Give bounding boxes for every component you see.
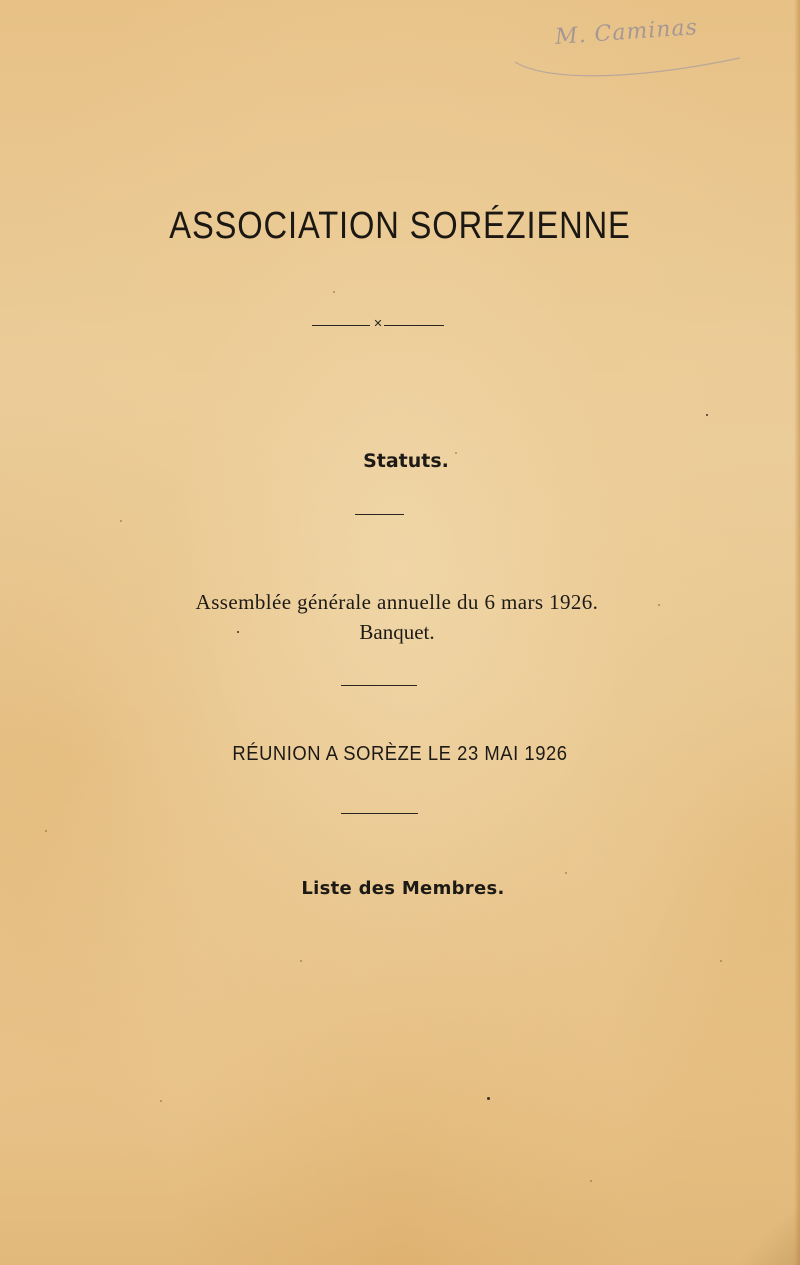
cover-title: ASSOCIATION SORÉZIENNE [169,205,631,247]
ornament-divider [312,317,444,332]
paper-speck [300,960,302,962]
paper-speck [565,872,567,874]
divider-rule-2 [341,685,417,686]
paper-speck [455,452,457,454]
worn-corner [740,1195,800,1265]
paper-speck [120,520,122,522]
ornament-cross-icon: ✕ [373,317,383,330]
section-statuts: Statuts. [363,450,449,472]
paper-speck [160,1100,162,1102]
handwritten-note: M. Caminas [554,15,699,50]
divider-rule-1 [355,514,404,515]
ink-dot [706,414,708,416]
section-banquet: Banquet. [359,620,435,644]
ornament-line-left [312,325,370,326]
ornament-line-right [384,325,444,326]
paper-speck [333,291,335,293]
pencil-underline [505,40,745,90]
section-reunion: RÉUNION A SORÈZE LE 23 MAI 1926 [232,743,568,765]
section-liste: Liste des Membres. [301,878,505,899]
paper-speck [720,960,722,962]
ink-dot [237,631,239,633]
ink-dot [487,1097,490,1100]
paper-speck [658,604,660,606]
section-assemblee: Assemblée générale annuelle du 6 mars 1926. [195,590,599,614]
paper-speck [45,830,47,832]
paper-speck [590,1180,592,1182]
divider-rule-3 [341,813,418,814]
